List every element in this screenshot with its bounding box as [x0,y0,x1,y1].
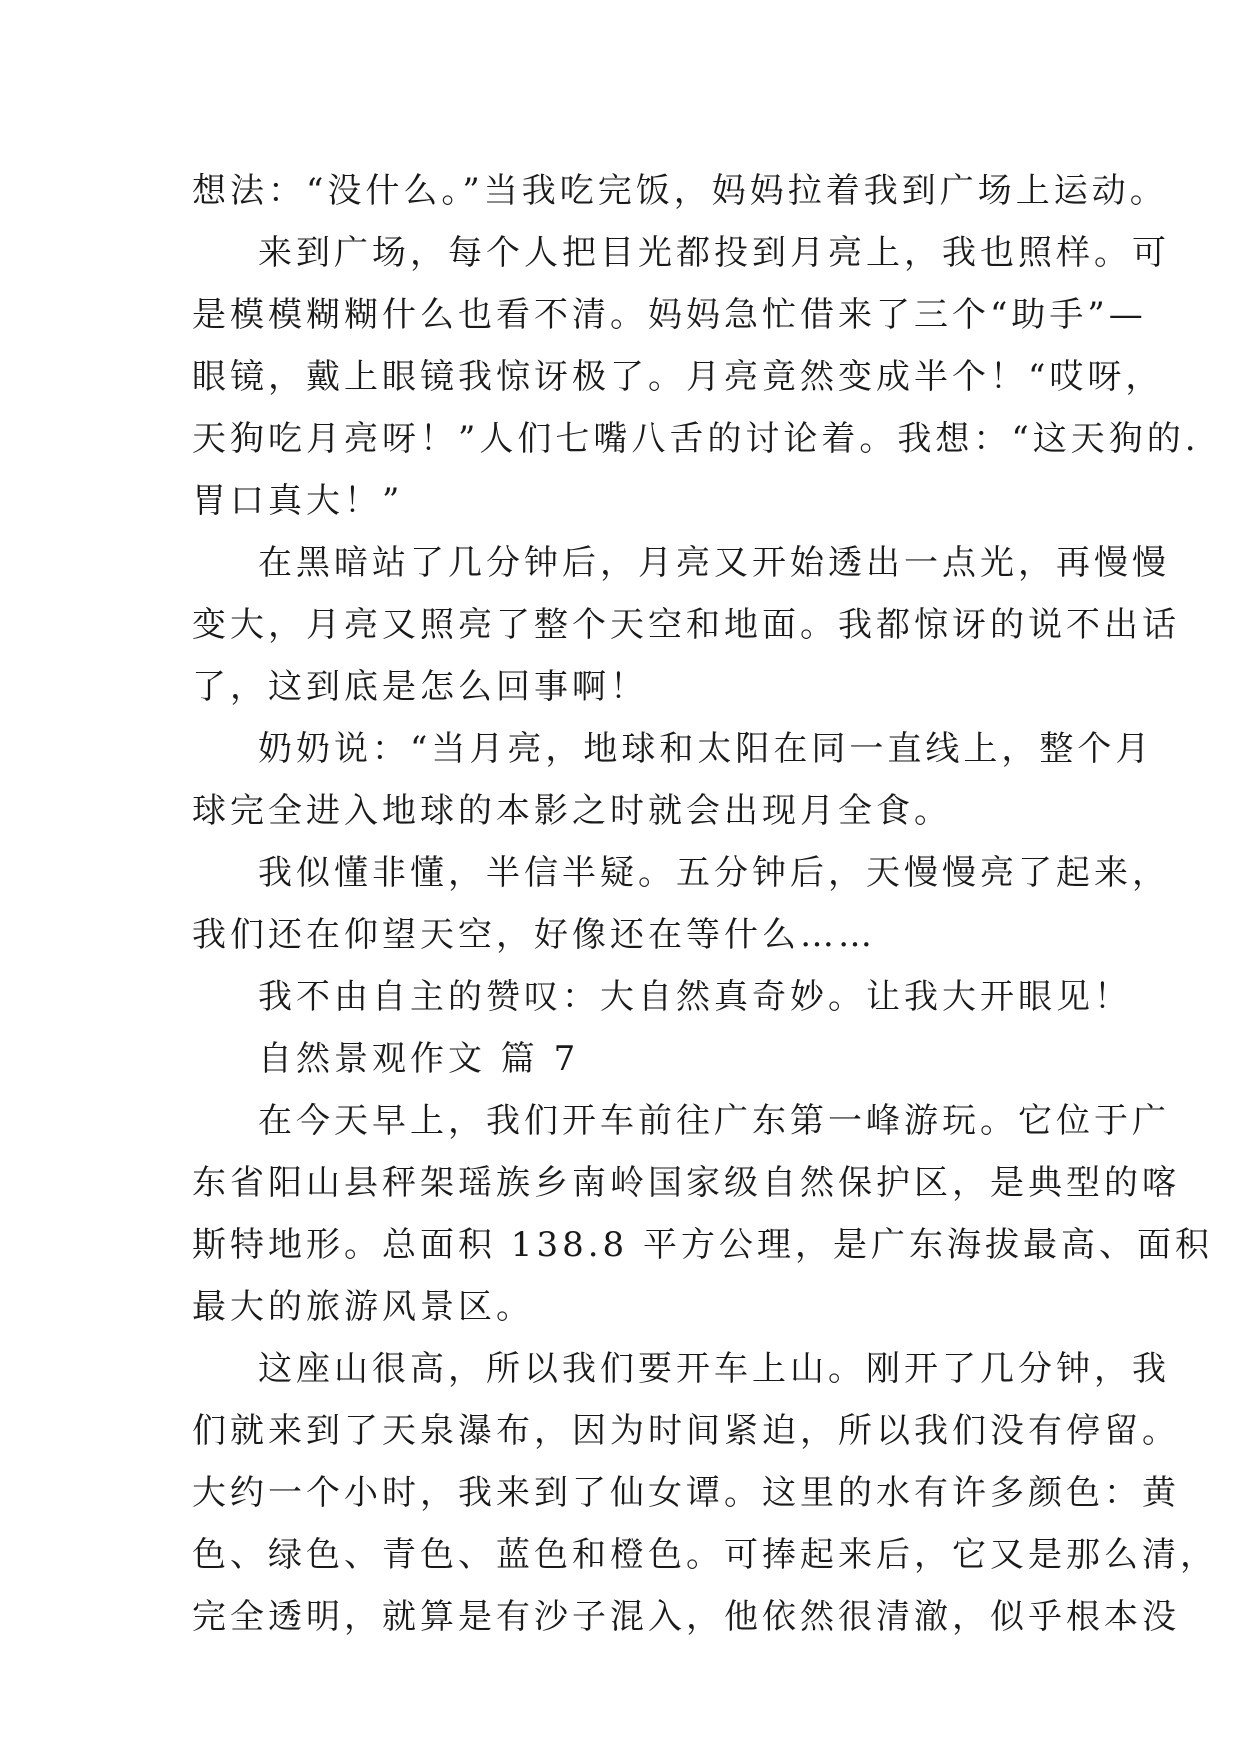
text-line: 色、绿色、青色、蓝色和橙色。可捧起来后，它又是那么清， [192,1535,1218,1575]
text-line: 最大的旅游风景区。 [192,1287,534,1327]
essay-body [192,160,1218,1648]
paragraph-start-line: 我似懂非懂，半信半疑。五分钟后，天慢慢亮了起来， [258,853,1170,893]
paragraph-start-line: 在黑暗站了几分钟后，月亮又开始透出一点光，再慢慢 [258,543,1170,583]
text-line: 球完全进入地球的本影之时就会出现月全食。 [192,791,952,831]
text-line: 变大，月亮又照亮了整个天空和地面。我都惊讶的说不出话 [192,605,1180,645]
text-line: 胃口真大！” [192,481,404,521]
text-line: 完全透明，就算是有沙子混入，他依然很清澈，似乎根本没 [192,1597,1180,1637]
section-heading: 自然景观作文 篇 7 [258,1039,580,1079]
text-line: 眼镜，戴上眼镜我惊讶极了。月亮竟然变成半个！“哎呀， [192,357,1164,397]
text-line: 们就来到了天泉瀑布，因为时间紧迫，所以我们没有停留。 [192,1411,1180,1451]
paragraph-start-line: 奶奶说：“当月亮，地球和太阳在同一直线上，整个月 [258,729,1154,769]
text-line: 了，这到底是怎么回事啊！ [192,667,648,707]
paragraph-start-line: 来到广场，每个人把目光都投到月亮上，我也照样。可 [258,233,1170,273]
text-line: 我们还在仰望天空，好像还在等什么…… [192,915,876,955]
paragraph-start-line: 在今天早上，我们开车前往广东第一峰游玩。它位于广 [258,1101,1170,1141]
text-line: 想法：“没什么。”当我吃完饭，妈妈拉着我到广场上运动。 [192,171,1168,211]
paragraph-start-line: 这座山很高，所以我们要开车上山。刚开了几分钟，我 [258,1349,1170,1389]
paragraph-start-line: 我不由自主的赞叹：大自然真奇妙。让我大开眼见！ [258,977,1132,1017]
text-line: 天狗吃月亮呀！”人们七嘴八舌的讨论着。我想：“这天狗的. [192,419,1200,459]
text-line: 东省阳山县秤架瑶族乡南岭国家级自然保护区，是典型的喀 [192,1163,1180,1203]
text-line: 斯特地形。总面积 138.8 平方公理，是广东海拔最高、面积 [192,1225,1213,1265]
text-line: 是模模糊糊什么也看不清。妈妈急忙借来了三个“助手”— [192,295,1147,335]
text-line: 大约一个小时，我来到了仙女谭。这里的水有许多颜色：黄 [192,1473,1180,1513]
